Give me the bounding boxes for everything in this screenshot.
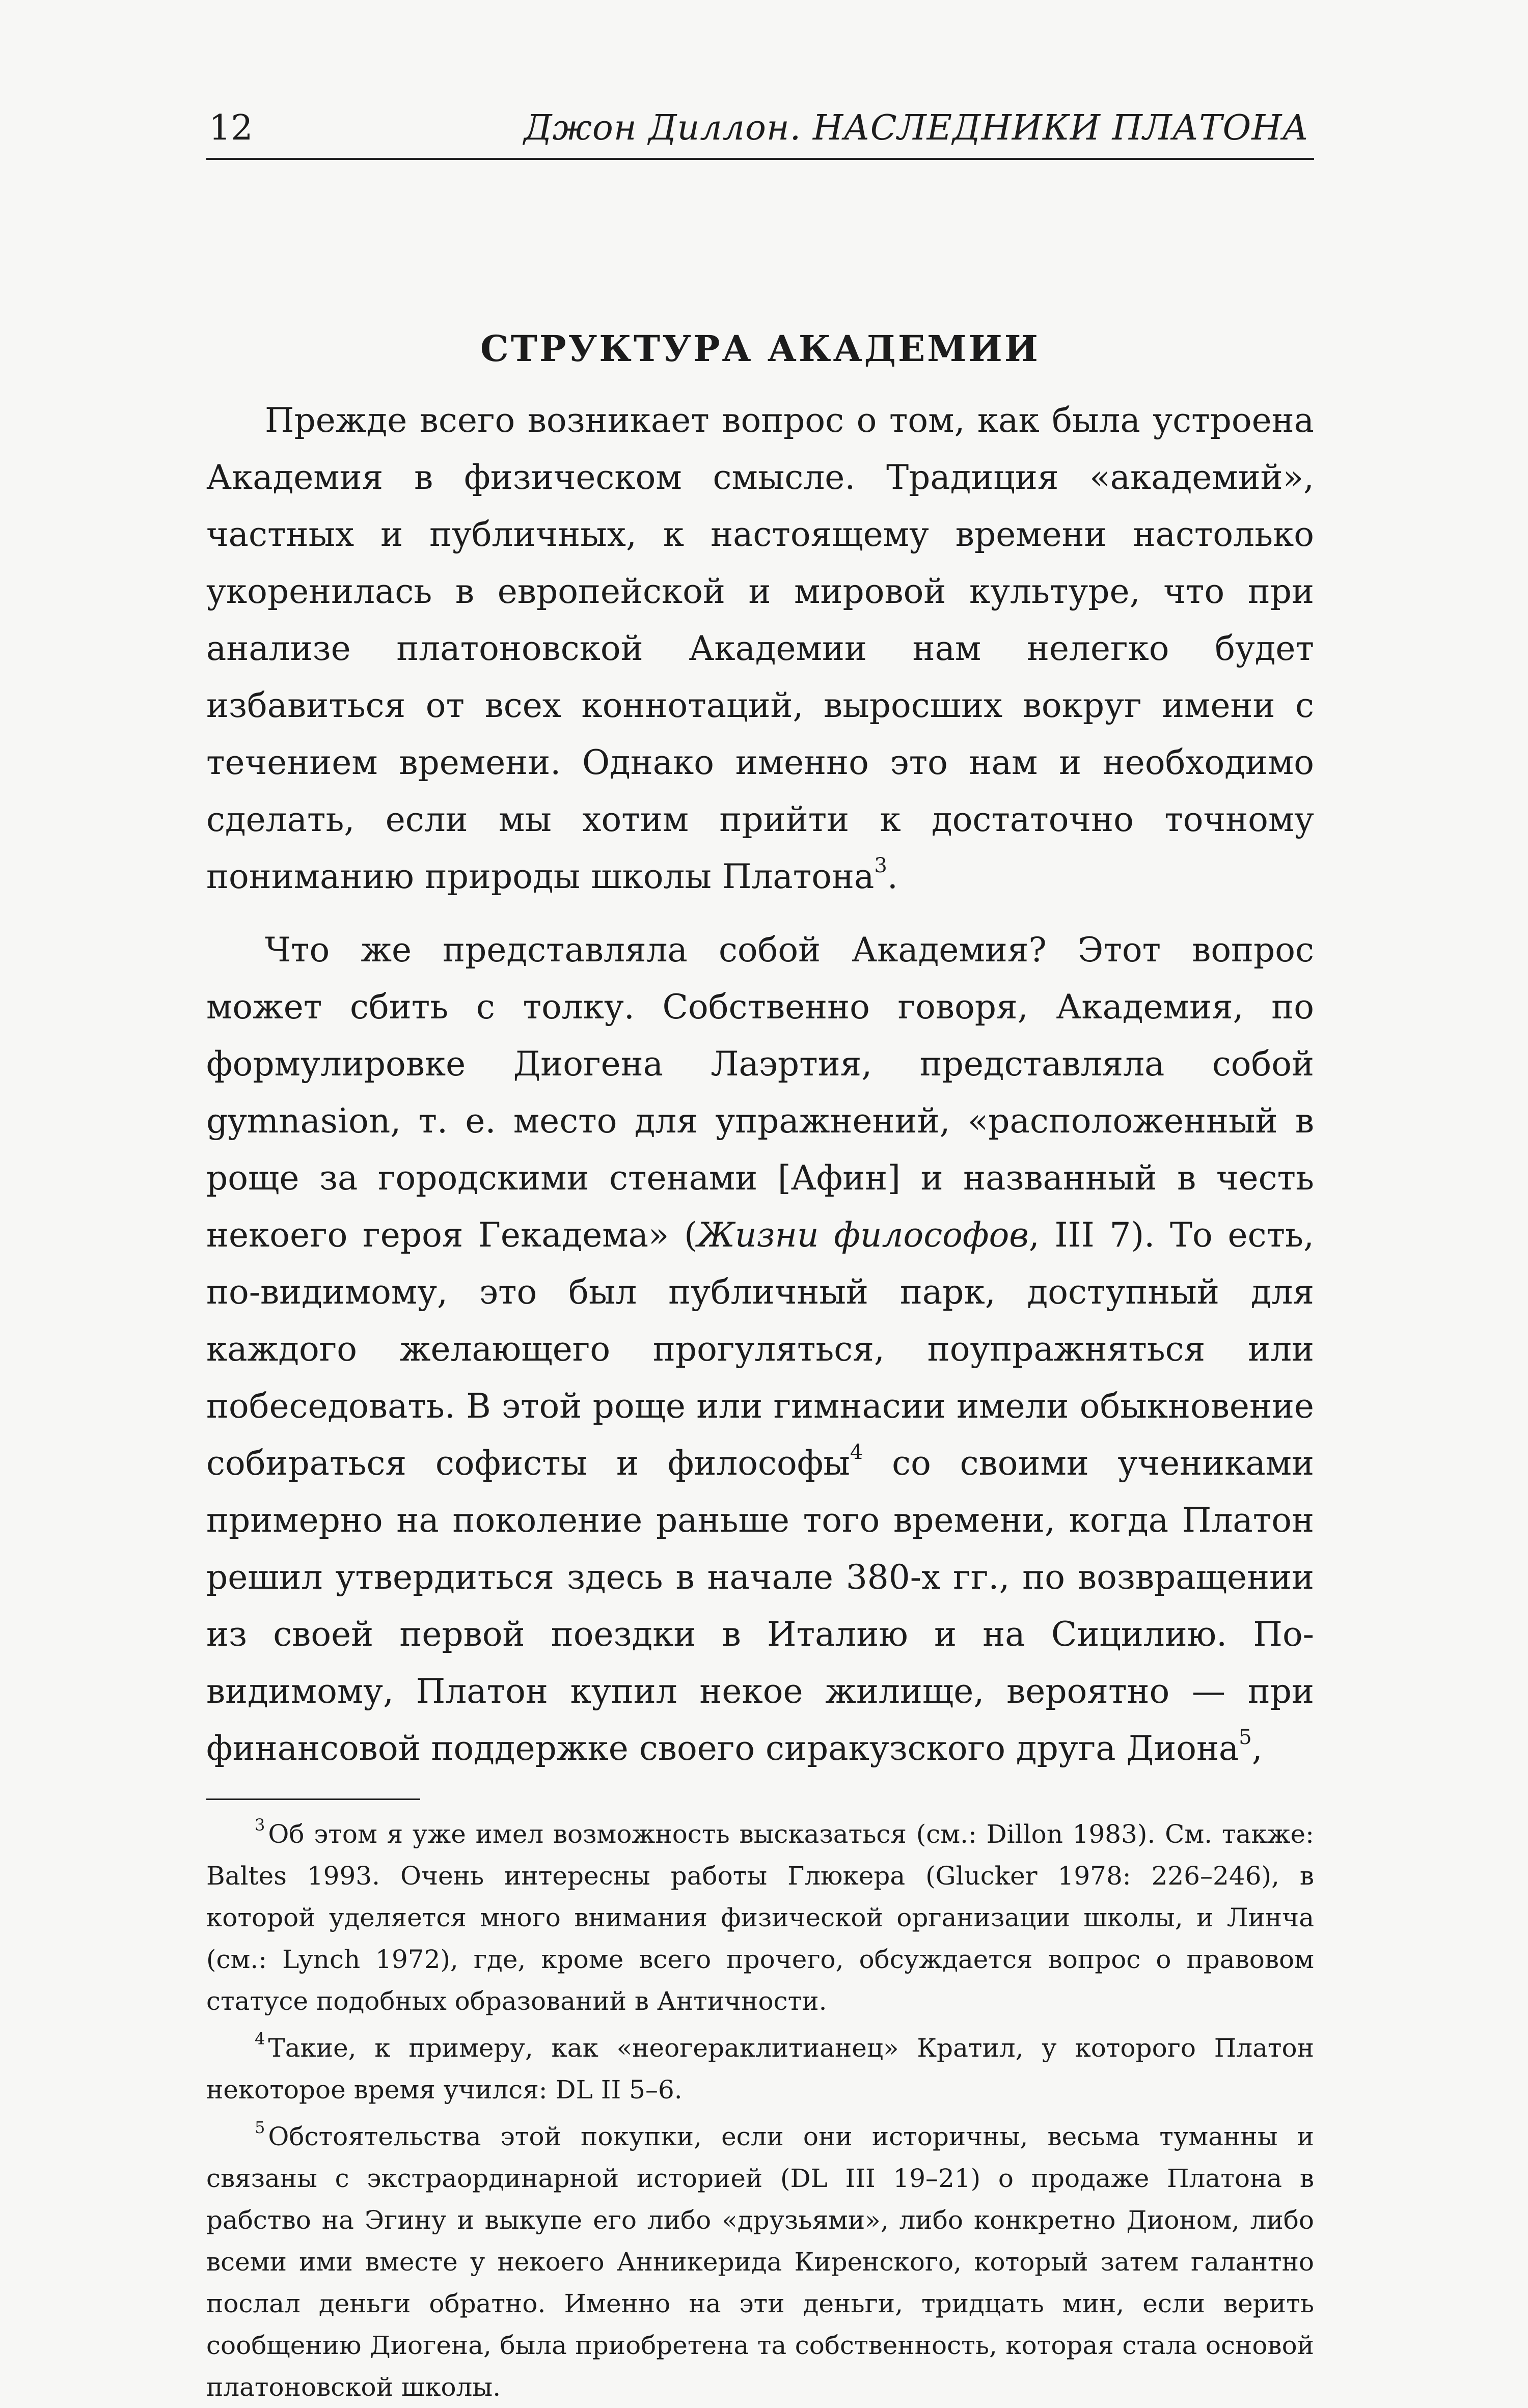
paragraph-1-end: . [887,857,898,896]
page-number: 12 [209,108,253,148]
footnote-4 [206,2027,1314,2111]
footnote-5 [206,2116,1314,2408]
footnote-text: Обстоятельства этой покупки, если они историчны, весьма туманны и связаны с экстраординарной историей (DL III 19–21) о продаже Платона в рабство на Эгину и выкупе его либо «друзьями», либо конкретно Дионом, либо всеми ими вместе у некоего Анникерида Киренского, который затем галантно послал деньги обратно. Именно на эти деньги, тридцать мин, если верить сообщению Диогена, была приобретена та собственность, которая стала основой платоновской школы. [206,2122,1314,2402]
footnote-ref-3: 3 [874,854,887,877]
footnote-mark: 4 [255,2029,265,2049]
footnote-mark: 3 [255,1815,265,1835]
book-title-italic: Жизни философов [697,1215,1029,1255]
footnote-text: Такие, к примеру, как «неогераклитианец» Кратил, у которого Платон некоторое время учился: DL II 5–6. [206,2033,1314,2105]
footnote-3 [206,1813,1314,2022]
paragraph-2 [206,922,1314,1777]
footnote-mark: 5 [255,2118,265,2138]
body-text [206,392,1314,1777]
paragraph-2-part2: , III 7). То есть, по-видимому, это был публичный парк, доступный для каждого желающего прогуляться, поупражняться или побеседовать. В этой роще или гимнасии имели обыкновение собираться софисты и философы [206,1215,1314,1483]
paragraph-2-part4: , [1251,1729,1263,1768]
paragraph-2-part3: со своими учениками примерно на поколение раньше того времени, когда Платон решил утвердиться здесь в начале 380-х гг., по возвращении из своей первой поездки в Италию и на Сицилию. По-видимому, Платон купил некое жилище, вероятно — при финансовой поддержке своего сиракузского друга Диона [206,1444,1314,1768]
footnote-text: Об этом я уже имел возможность высказаться (см.: Dillon 1983). См. также: Baltes 1993. Очень интересны работы Глюкера (Glucker 1978: 226–246), в которой уделяется много внимания физической организации школы, и Линча (см.: Lynch 1972), где, кроме всего прочего, обсуждается вопрос о правовом статусе подобных образований в Античности. [206,1819,1314,2016]
footnote-ref-4: 4 [850,1441,863,1464]
running-title: Джон Диллон. НАСЛЕДНИКИ ПЛАТОНА [524,108,1309,148]
paragraph-1 [206,392,1314,905]
paragraph-2-part1: Что же представляла собой Академия? Этот вопрос может сбить с толку. Собственно говоря, Академия, по формулировке Диогена Лаэртия, представляла собой gymnasion, т. е. место для упражнений, «расположенный в роще за городскими стенами [Афин] и названный в честь некоего героя Гекадема» ( [206,930,1314,1255]
book-page [206,97,1314,2408]
header-rule [206,158,1314,160]
running-head [206,97,1314,168]
footnotes [206,1813,1314,2408]
paragraph-1-text: Прежде всего возникает вопрос о том, как была устроена Академия в физическом смысле. Традиция «академий», частных и публичных, к настоящему времени настолько укоренилась в европейской и мировой культуре, что при анализе платоновской Академии нам нелегко будет избавиться от всех коннотаций, выросших вокруг имени с течением времени. Однако именно это нам и необходимо сделать, если мы хотим прийти к достаточно точному пониманию природы школы Платона [206,401,1314,896]
footnote-rule [206,1798,420,1800]
section-title: СТРУКТУРА АКАДЕМИИ [480,327,1040,370]
footnote-ref-5: 5 [1239,1726,1252,1749]
